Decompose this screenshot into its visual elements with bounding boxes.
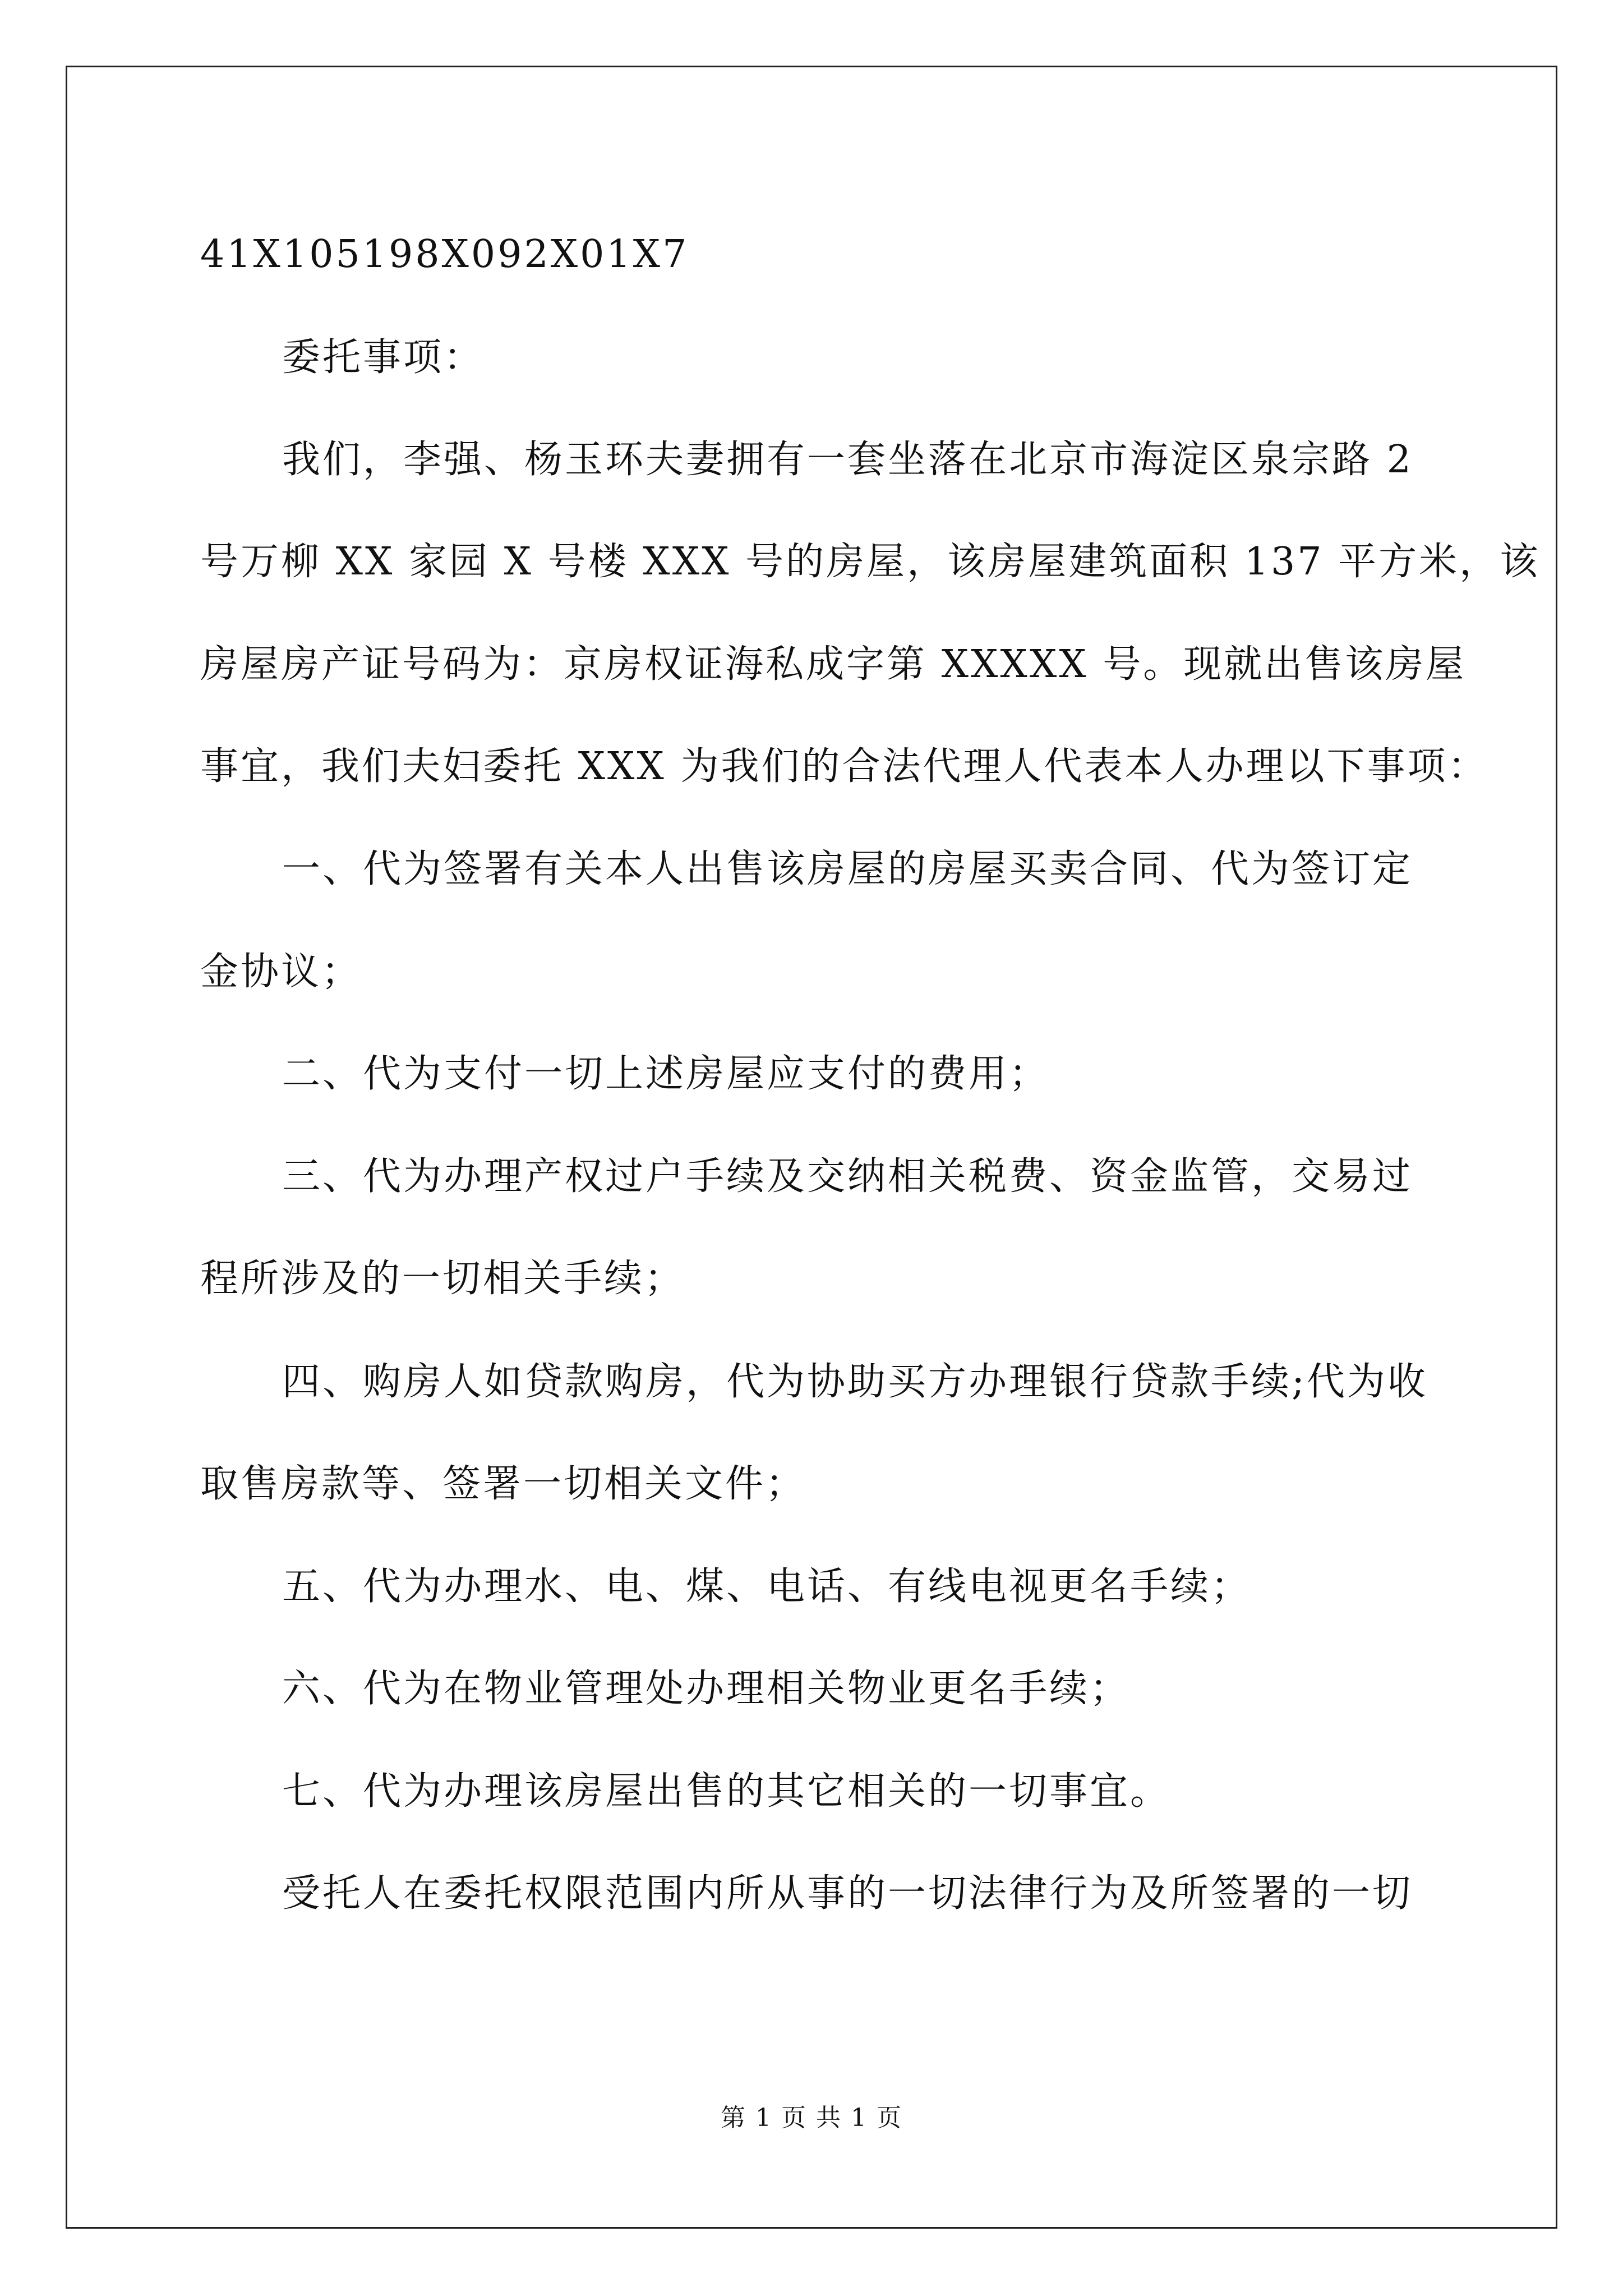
list-item-line: 七、代为办理该房屋出售的其它相关的一切事宜。 [282, 1769, 1171, 1814]
paragraph-line: 我们，李强、杨玉环夫妻拥有一套坐落在北京市海淀区泉宗路 2 [282, 438, 1413, 482]
list-item-line: 六、代为在物业管理处办理相关物业更名手续； [282, 1667, 1131, 1711]
list-item-line: 四、购房人如贷款购房，代为协助买方办理银行贷款手续;代为收 [282, 1360, 1428, 1404]
list-item-line: 一、代为签署有关本人出售该房屋的房屋买卖合同、代为签订定 [282, 847, 1413, 891]
id-number-line: 41X105198X092X01X7 [200, 232, 689, 277]
list-item-line: 程所涉及的一切相关手续； [200, 1257, 685, 1301]
list-item-line: 五、代为办理水、电、煤、电话、有线电视更名手续； [282, 1565, 1252, 1609]
paragraph-line: 受托人在委托权限范围内所从事的一切法律行为及所签署的一切 [282, 1871, 1413, 1916]
list-item-line: 二、代为支付一切上述房屋应支付的费用； [282, 1052, 1050, 1096]
paragraph-line: 号万柳 XX 家园 X 号楼 XXX 号的房屋，该房屋建筑面积 137 平方米，该 [200, 540, 1541, 584]
paragraph-line: 房屋房产证号码为：京房权证海私成字第 XXXXX 号。现就出售该房屋 [200, 642, 1467, 687]
list-item-line: 三、代为办理产权过户手续及交纳相关税费、资金监管，交易过 [282, 1154, 1413, 1199]
list-item-line: 取售房款等、签署一切相关文件； [200, 1462, 806, 1506]
page-footer: 第 1 页 共 1 页 [721, 2104, 902, 2132]
section-heading: 委托事项： [282, 335, 485, 380]
paragraph-line: 事宜，我们夫妇委托 XXX 为我们的合法代理人代表本人办理以下事项： [200, 744, 1488, 789]
list-item-line: 金协议； [200, 950, 362, 994]
